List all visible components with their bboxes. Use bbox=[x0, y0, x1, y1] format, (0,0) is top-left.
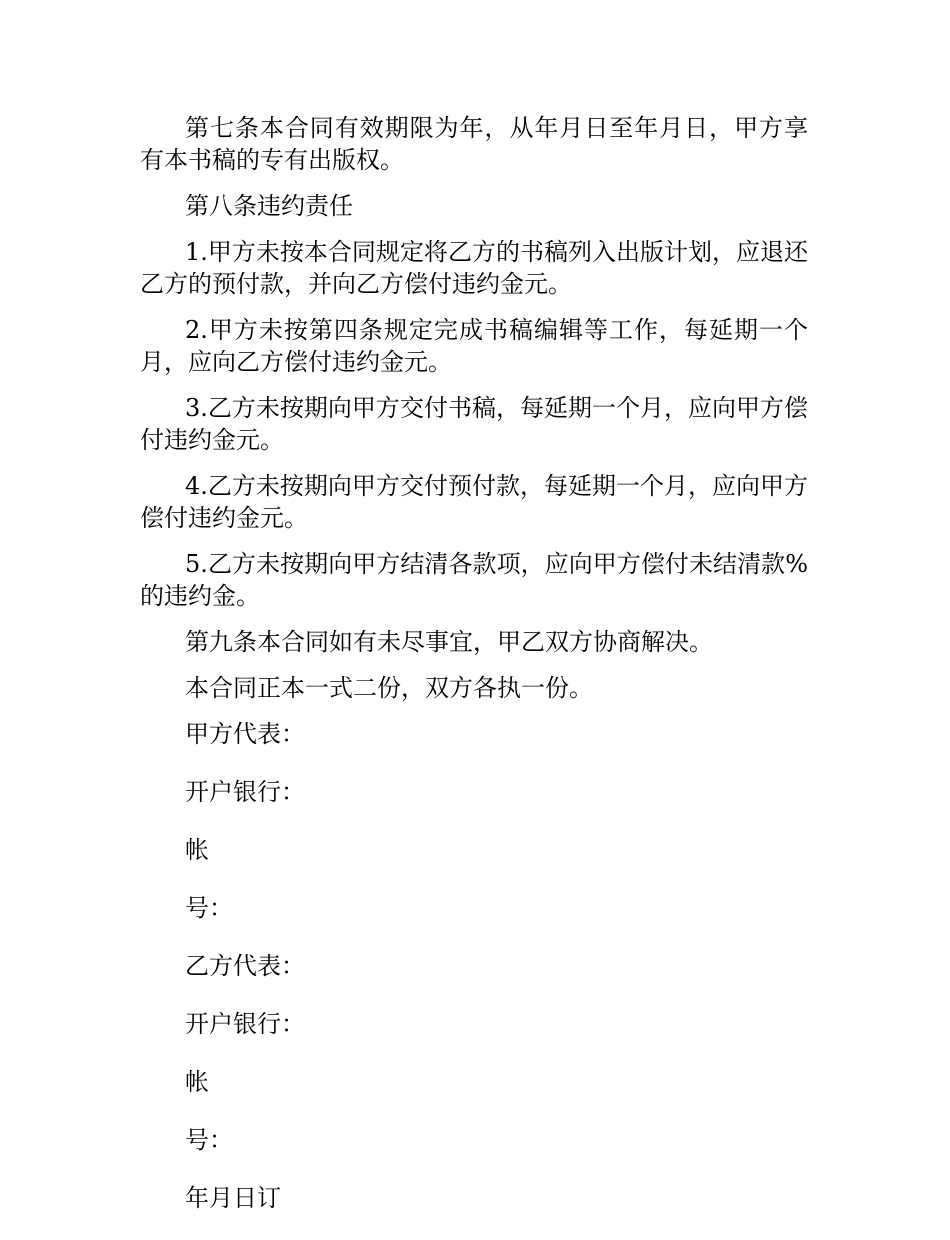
article-7-paragraph: 第七条本合同有效期限为年，从年月日至年月日，甲方享有本书稿的专有出版权。 bbox=[140, 114, 808, 174]
signing-date-label: 年月日订 bbox=[185, 1184, 281, 1212]
party-b-account-label-part1: 帐 bbox=[185, 1068, 209, 1096]
party-a-account-label-part1: 帐 bbox=[185, 836, 209, 864]
article-9-paragraph: 第九条本合同如有未尽事宜，甲乙双方协商解决。 bbox=[185, 628, 713, 656]
article-8-heading: 第八条违约责任 bbox=[185, 192, 353, 220]
party-a-account-label-part2: 号： bbox=[185, 894, 233, 922]
party-a-representative-label: 甲方代表： bbox=[185, 720, 305, 748]
breach-clause-2: 2.甲方未按第四条规定完成书稿编辑等工作，每延期一个月，应向乙方偿付违约金元。 bbox=[140, 316, 808, 376]
document-body bbox=[140, 112, 808, 1240]
party-b-account-label-part2: 号： bbox=[185, 1126, 233, 1154]
breach-clause-4: 4.乙方未按期向甲方交付预付款，每延期一个月，应向甲方偿付违约金元。 bbox=[140, 472, 808, 532]
party-b-bank-label: 开户银行： bbox=[185, 1010, 305, 1038]
breach-clause-1: 1.甲方未按本合同规定将乙方的书稿列入出版计划，应退还乙方的预付款，并向乙方偿付违约金元。 bbox=[140, 238, 808, 298]
party-b-representative-label: 乙方代表： bbox=[185, 952, 305, 980]
party-a-bank-label: 开户银行： bbox=[185, 778, 305, 806]
copies-clause: 本合同正本一式二份，双方各执一份。 bbox=[185, 674, 593, 702]
breach-clause-3: 3.乙方未按期向甲方交付书稿，每延期一个月，应向甲方偿付违约金元。 bbox=[140, 394, 808, 454]
breach-clause-5: 5.乙方未按期向甲方结清各款项，应向甲方偿付未结清款%的违约金。 bbox=[140, 550, 808, 610]
